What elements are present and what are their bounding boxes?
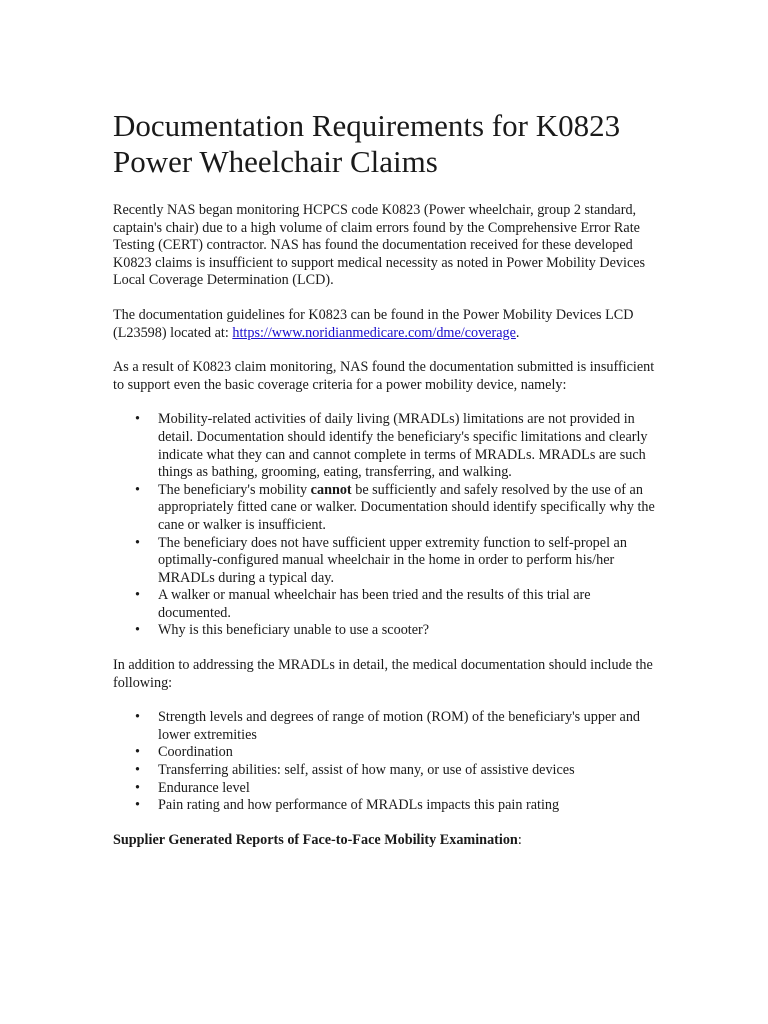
criteria-text: Why is this beneficiary unable to use a scooter? bbox=[158, 622, 430, 639]
list-item bbox=[135, 744, 658, 762]
bullet-icon: • bbox=[135, 709, 140, 726]
list-item bbox=[135, 481, 658, 535]
list-item bbox=[135, 587, 658, 622]
list-item bbox=[135, 709, 658, 744]
requirement-text: Transferring abilities: self, assist of how many, or use of assistive devices bbox=[158, 762, 575, 779]
requirements-list bbox=[113, 709, 658, 815]
supplier-heading bbox=[113, 832, 658, 850]
bullet-icon: • bbox=[135, 481, 140, 498]
guidelines-paragraph bbox=[113, 307, 658, 342]
bullet-icon: • bbox=[135, 797, 140, 814]
intro-paragraph: Recently NAS began monitoring HCPCS code K0823 (Power wheelchair, group 2 standard, captain's chair) due to a high volume of claim errors found by the Comprehensive Error Rate Testing (CERT) contractor. NAS has found the documentation received for these developed K0823 claims is insufficient to support medical necessity as noted in Power Mobility Devices Local Coverage Determination (LCD). bbox=[113, 202, 646, 289]
list-item bbox=[135, 411, 658, 481]
criteria-list bbox=[113, 411, 658, 640]
bullet-icon: • bbox=[135, 534, 140, 551]
criteria-text: Mobility-related activities of daily living (MRADLs) limitations are not provided in detail. Documentation should identify the beneficiary's specific limitations and clearly indicate what they can and cannot complete in terms of MRADLs. MRADLs are such things as bathing, grooming, eating, transferring, and walking. bbox=[158, 411, 648, 481]
addition-paragraph: In addition to addressing the MRADLs in detail, the medical documentation should include the following: bbox=[113, 657, 653, 691]
guidelines-period: . bbox=[515, 324, 520, 341]
bullet-icon: • bbox=[135, 411, 140, 428]
criteria-text: A walker or manual wheelchair has been tried and the results of this trial are documented. bbox=[158, 587, 591, 621]
bullet-icon: • bbox=[135, 744, 140, 761]
emphasis-text: cannot bbox=[310, 481, 352, 498]
list-item bbox=[135, 779, 658, 798]
list-item bbox=[135, 534, 658, 588]
document-content bbox=[113, 108, 658, 849]
document-title: Documentation Requirements for K0823 Power Wheelchair Claims bbox=[113, 108, 621, 179]
coverage-link[interactable]: https://www.noridianmedicare.com/dme/coverage bbox=[232, 324, 516, 341]
list-item bbox=[135, 622, 658, 640]
list-item bbox=[135, 762, 658, 780]
result-paragraph: As a result of K0823 claim monitoring, NAS found the documentation submitted is insufficient to support even the basic coverage criteria for a power mobility device, namely: bbox=[113, 359, 655, 393]
criteria-text: be sufficiently and safely resolved by the use of an appropriately fitted cane or walker. Documentation should identify specifically why the cane or walker is insufficient. bbox=[158, 481, 655, 533]
supplier-heading-text: Supplier Generated Reports of Face-to-Face Mobility Examination bbox=[113, 831, 518, 848]
requirement-text: Pain rating and how performance of MRADLs impacts this pain rating bbox=[158, 797, 560, 814]
bullet-icon: • bbox=[135, 587, 140, 604]
guidelines-text: The documentation guidelines for K0823 can be found in the Power Mobility Devices LCD (L23598) located at: bbox=[113, 306, 634, 341]
list-item bbox=[135, 797, 658, 815]
requirement-text: Coordination bbox=[158, 744, 233, 761]
bullet-icon: • bbox=[135, 779, 140, 796]
criteria-text: The beneficiary does not have sufficient upper extremity function to self-propel an optimally-configured manual wheelchair in the home in order to perform his/her MRADLs during a typical day. bbox=[158, 534, 627, 586]
criteria-text: The beneficiary's mobility bbox=[158, 481, 311, 498]
bullet-icon: • bbox=[135, 622, 140, 639]
bullet-icon: • bbox=[135, 762, 140, 779]
requirement-text: Strength levels and degrees of range of motion (ROM) of the beneficiary's upper and lower extremities bbox=[158, 709, 641, 743]
supplier-heading-colon: : bbox=[517, 831, 522, 848]
requirement-text: Endurance level bbox=[158, 779, 250, 796]
